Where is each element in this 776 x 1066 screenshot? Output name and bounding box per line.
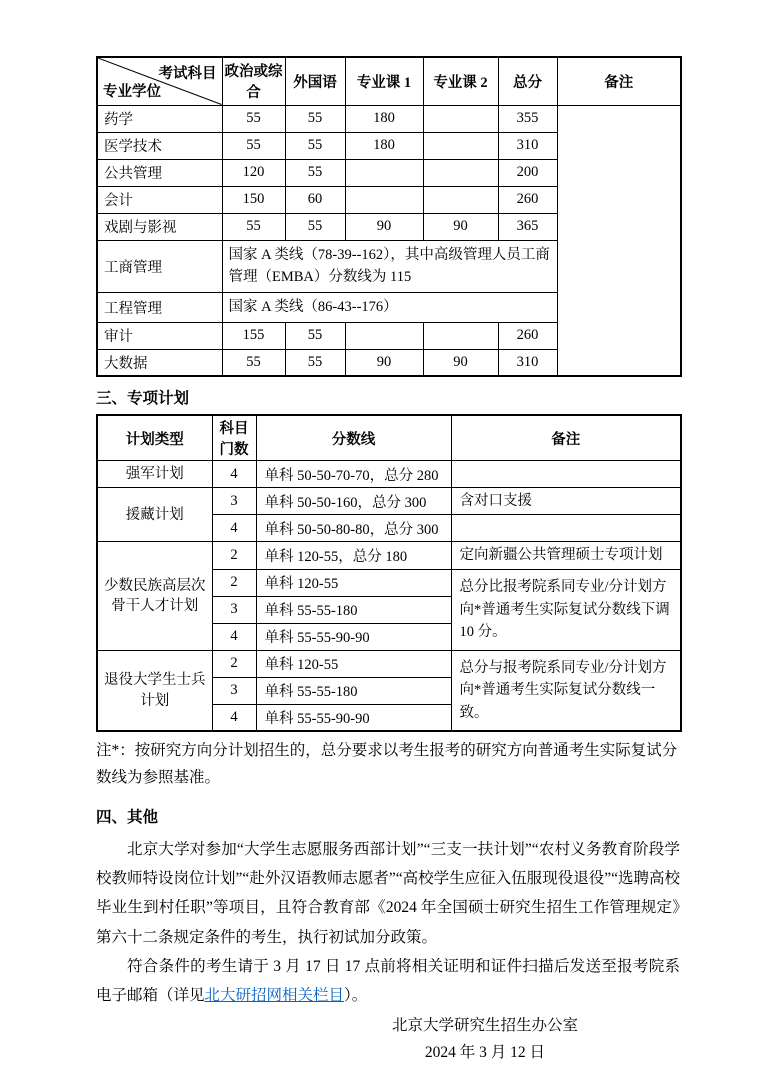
paragraph-deadline bbox=[96, 952, 680, 1010]
cell-foreign: 55 bbox=[285, 159, 345, 186]
header-degree-type: 专业学位 bbox=[103, 83, 161, 100]
col-header-politics: 政治或综合 bbox=[222, 57, 285, 105]
table-header-row bbox=[97, 57, 681, 105]
cell-score-line: 单科 55-55-180 bbox=[256, 596, 451, 623]
header-exam-subjects: 考试科目 bbox=[158, 66, 217, 82]
cell-total: 260 bbox=[498, 322, 557, 349]
cell-foreign: 55 bbox=[285, 349, 345, 376]
cell-plan-type: 强军计划 bbox=[97, 461, 212, 488]
cell-politics: 150 bbox=[222, 186, 285, 213]
cell-major: 大数据 bbox=[97, 349, 222, 376]
cell-remark bbox=[451, 515, 681, 542]
cell-score-line: 单科 55-55-180 bbox=[256, 677, 451, 704]
cell-foreign: 55 bbox=[285, 322, 345, 349]
cell-politics: 155 bbox=[222, 322, 285, 349]
cell-course2 bbox=[423, 132, 498, 159]
col-header-remark: 备注 bbox=[557, 57, 681, 105]
cell-course2: 90 bbox=[423, 349, 498, 376]
cell-remark bbox=[451, 461, 681, 488]
paragraph-bonus-policy: 北京大学对参加“大学生志愿服务西部计划”“三支一扶计划”“农村义务教育阶段学校教师特设岗位计划”“赴外汉语教师志愿者”“高校学生应征入伍服现役退役”“选聘高校毕业生到村任职”等项目，且符合教育部《2024 年全国硕士研究生招生工作管理规定》第六十二条规定条件的考生，执行初试加分政策。 bbox=[96, 841, 680, 946]
cell-score-line: 单科 120-55 bbox=[256, 650, 451, 677]
cell-score-line: 单科 120-55 bbox=[256, 569, 451, 596]
cell-politics: 120 bbox=[222, 159, 285, 186]
cell-remark: 含对口支援 bbox=[451, 488, 681, 515]
cell-shared-remark: 总分与报考院系同专业/分计划方向*普通考生实际复试分数线一致。 bbox=[451, 650, 681, 731]
deadline-text-before-link: 符合条件的考生请于 3 月 17 日 17 点前将相关证明和证件扫描后发送至报考院系电子邮箱（详见 bbox=[96, 957, 680, 1004]
table-row bbox=[97, 542, 681, 569]
deadline-text-after-link: ）。 bbox=[344, 986, 368, 1004]
cell-subject-count: 3 bbox=[212, 488, 256, 515]
cell-subject-count: 2 bbox=[212, 542, 256, 569]
cell-score-line: 单科 50-50-160，总分 300 bbox=[256, 488, 451, 515]
cell-major: 药学 bbox=[97, 105, 222, 132]
cell-course2 bbox=[423, 322, 498, 349]
diagonal-header-cell bbox=[97, 57, 222, 105]
cell-remark: 定向新疆公共管理硕士专项计划 bbox=[451, 542, 681, 569]
cell-subject-count: 4 bbox=[212, 623, 256, 650]
cell-total: 200 bbox=[498, 159, 557, 186]
cell-subject-count: 4 bbox=[212, 515, 256, 542]
col-header-subject-count: 科目门数 bbox=[212, 415, 256, 461]
cell-subject-count: 2 bbox=[212, 650, 256, 677]
cell-score-line: 单科 50-50-80-80，总分 300 bbox=[256, 515, 451, 542]
signature-date: 2024 年 3 月 12 日 bbox=[424, 1044, 546, 1061]
col-header-course2: 专业课 2 bbox=[423, 57, 498, 105]
section-heading-other: 四、其他 bbox=[96, 809, 159, 827]
cell-major: 工商管理 bbox=[97, 240, 222, 292]
cell-course1: 90 bbox=[345, 213, 423, 240]
cell-course2 bbox=[423, 105, 498, 132]
table-row bbox=[97, 461, 681, 488]
cell-major: 会计 bbox=[97, 186, 222, 213]
cell-course2 bbox=[423, 159, 498, 186]
signature-office: 北京大学研究生招生办公室 bbox=[391, 1016, 578, 1034]
cell-major: 审计 bbox=[97, 322, 222, 349]
cell-politics: 55 bbox=[222, 213, 285, 240]
cell-national-line-note: 国家 A 类线（78-39--162），其中高级管理人员工商管理（EMBA）分数线为 115 bbox=[222, 240, 557, 292]
cell-total: 310 bbox=[498, 349, 557, 376]
cell-total: 365 bbox=[498, 213, 557, 240]
cell-politics: 55 bbox=[222, 132, 285, 159]
cell-subject-count: 4 bbox=[212, 461, 256, 488]
cell-course1: 90 bbox=[345, 349, 423, 376]
col-header-course1: 专业课 1 bbox=[345, 57, 423, 105]
cell-major: 戏剧与影视 bbox=[97, 213, 222, 240]
cell-course2: 90 bbox=[423, 213, 498, 240]
table-row bbox=[97, 488, 681, 515]
cell-total: 260 bbox=[498, 186, 557, 213]
col-header-remark: 备注 bbox=[451, 415, 681, 461]
cell-major: 公共管理 bbox=[97, 159, 222, 186]
cell-politics: 55 bbox=[222, 105, 285, 132]
col-header-score-line: 分数线 bbox=[256, 415, 451, 461]
cell-score-line: 单科 120-55，总分 180 bbox=[256, 542, 451, 569]
admissions-site-link[interactable]: 北大研招网相关栏目 bbox=[204, 986, 345, 1004]
cell-major: 工程管理 bbox=[97, 292, 222, 322]
cell-course1: 180 bbox=[345, 132, 423, 159]
cell-score-line: 单科 55-55-90-90 bbox=[256, 704, 451, 731]
cell-subject-count: 2 bbox=[212, 569, 256, 596]
cell-course2 bbox=[423, 186, 498, 213]
document-page bbox=[96, 0, 680, 1066]
cell-score-line: 单科 55-55-90-90 bbox=[256, 623, 451, 650]
table-footnote: 注*：按研究方向分计划招生的，总分要求以考生报考的研究方向普通考生实际复试分数线为参照基准。 bbox=[96, 742, 678, 786]
cell-plan-type: 退役大学生士兵计划 bbox=[97, 650, 212, 731]
cell-shared-remark: 总分比报考院系同专业/分计划方向*普通考生实际复试分数线下调 10 分。 bbox=[451, 569, 681, 650]
cell-course1 bbox=[345, 186, 423, 213]
cell-foreign: 60 bbox=[285, 186, 345, 213]
cell-national-line-note: 国家 A 类线（86-43--176） bbox=[222, 292, 557, 322]
cell-course1 bbox=[345, 159, 423, 186]
table-row bbox=[97, 650, 681, 677]
cell-politics: 55 bbox=[222, 349, 285, 376]
admission-score-table bbox=[96, 56, 682, 377]
cell-subject-count: 4 bbox=[212, 704, 256, 731]
cell-total: 310 bbox=[498, 132, 557, 159]
cell-plan-type: 援藏计划 bbox=[97, 488, 212, 542]
cell-course1: 180 bbox=[345, 105, 423, 132]
section-heading-special-plans: 三、专项计划 bbox=[96, 390, 190, 407]
cell-subject-count: 3 bbox=[212, 677, 256, 704]
cell-total: 355 bbox=[498, 105, 557, 132]
cell-remark-merged bbox=[557, 105, 681, 376]
col-header-foreign-language: 外国语 bbox=[285, 57, 345, 105]
table-header-row bbox=[97, 415, 681, 461]
cell-score-line: 单科 50-50-70-70，总分 280 bbox=[256, 461, 451, 488]
col-header-total: 总分 bbox=[498, 57, 557, 105]
col-header-plan-type: 计划类型 bbox=[97, 415, 212, 461]
cell-foreign: 55 bbox=[285, 105, 345, 132]
signature-block bbox=[290, 1012, 680, 1066]
cell-foreign: 55 bbox=[285, 213, 345, 240]
special-plan-table bbox=[96, 414, 682, 732]
table-row bbox=[97, 105, 681, 132]
cell-course1 bbox=[345, 322, 423, 349]
cell-subject-count: 3 bbox=[212, 596, 256, 623]
cell-plan-type: 少数民族高层次骨干人才计划 bbox=[97, 542, 212, 650]
cell-foreign: 55 bbox=[285, 132, 345, 159]
cell-major: 医学技术 bbox=[97, 132, 222, 159]
